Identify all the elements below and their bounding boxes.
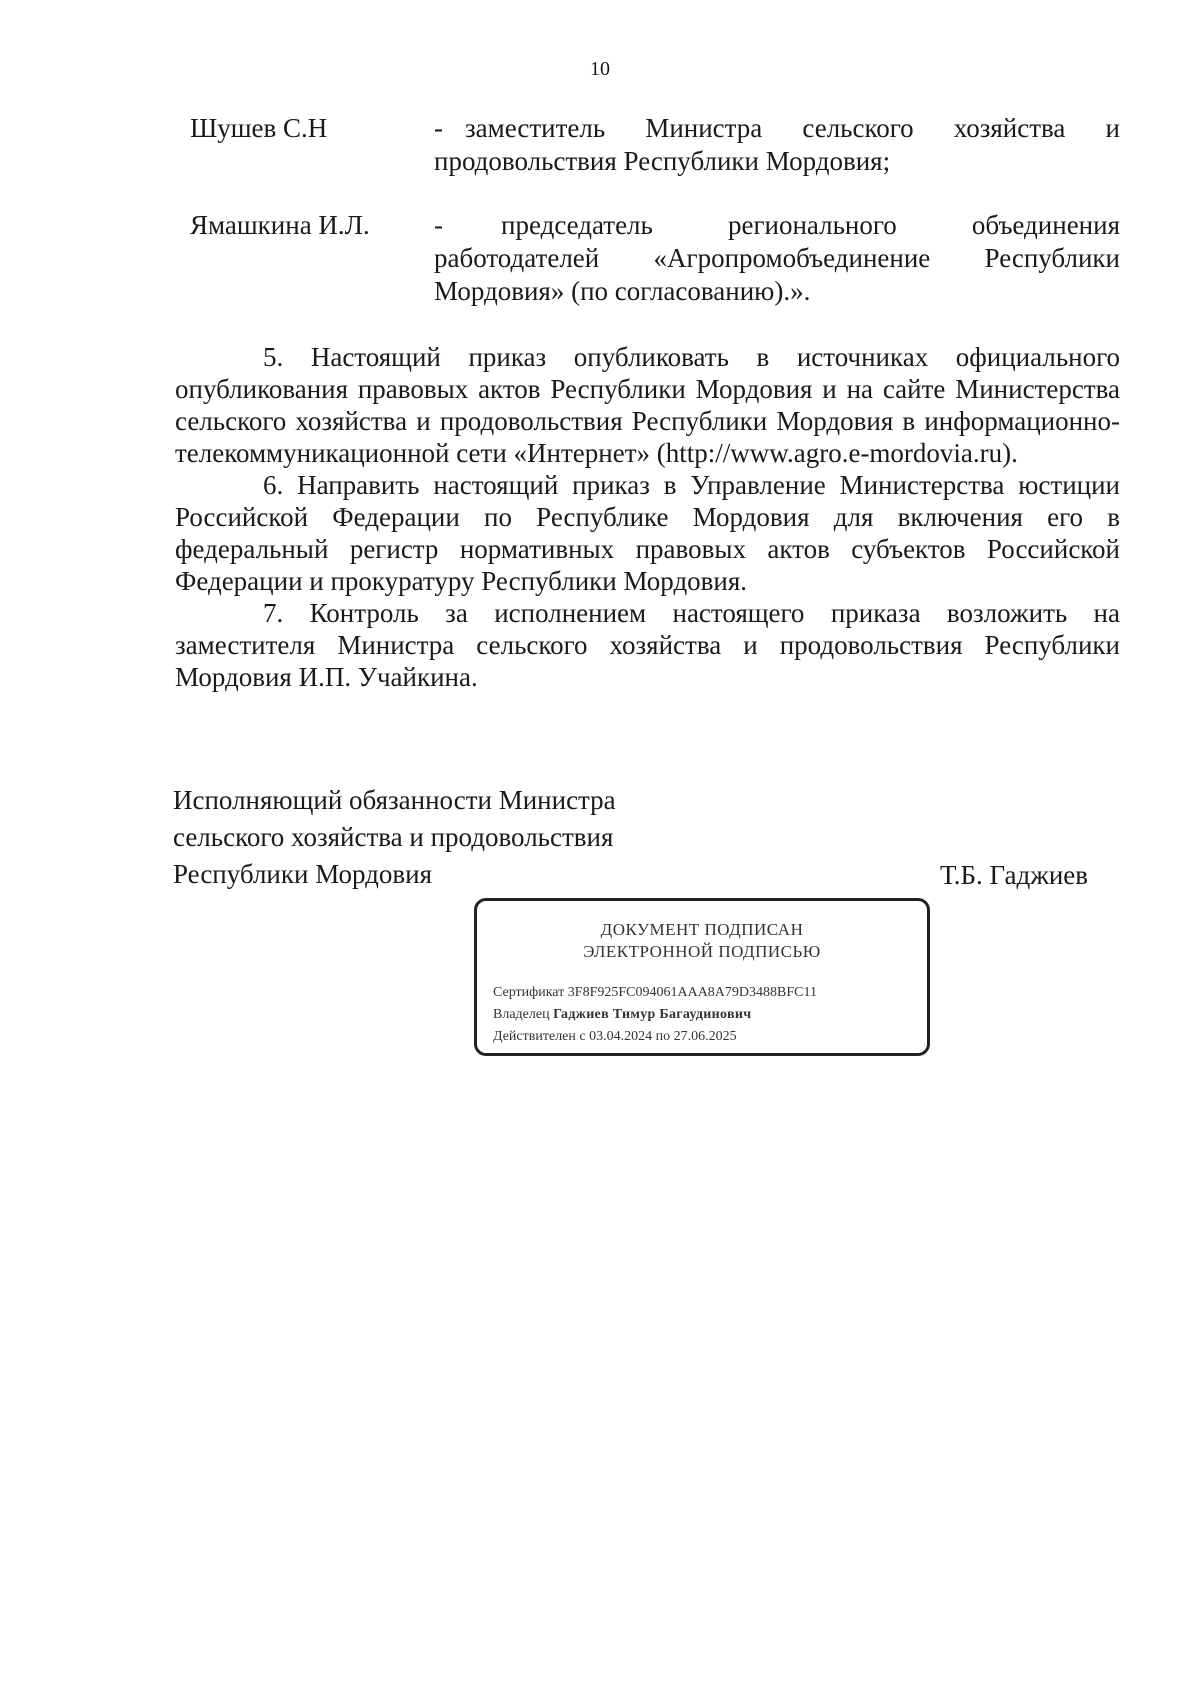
member-dash: - <box>434 210 443 240</box>
member-description <box>434 112 1120 178</box>
stamp-valid-to-label: по <box>655 1029 671 1044</box>
member-name: Шушев С.Н <box>190 113 328 143</box>
electronic-signature-stamp <box>474 898 930 1056</box>
signature-position-line1: Исполняющий обязанности Министра <box>173 785 616 815</box>
order-paragraphs <box>175 341 1120 693</box>
stamp-certificate-label: Сертификат <box>493 985 565 1000</box>
stamp-title-line1: ДОКУМЕНТ ПОДПИСАН <box>600 920 804 939</box>
signature-position-line2: сельского хозяйства и продовольствия <box>173 822 614 852</box>
page-number: 10 <box>590 58 610 80</box>
signature-position <box>173 782 616 893</box>
stamp-owner <box>493 1007 751 1023</box>
member-desc-rest: продовольствия Республики Мордовия; <box>434 146 891 176</box>
stamp-certificate-value: 3F8F925FC094061AAA8A79D3488BFC11 <box>567 985 817 1000</box>
member-name: Ямашкина И.Л. <box>190 210 370 240</box>
signer-name: Т.Б. Гаджиев <box>940 860 1089 890</box>
member-description <box>434 209 1120 308</box>
stamp-title <box>477 919 927 963</box>
signature-position-line3: Республики Мордовия <box>173 859 433 889</box>
member-desc-rest: работодателей «Агропромобъединение Республики Мордовия» (по согласованию).». <box>434 243 1120 306</box>
stamp-owner-label: Владелец <box>493 1007 550 1022</box>
stamp-valid-label: Действителен с <box>493 1029 586 1044</box>
stamp-title-line2: ЭЛЕКТРОННОЙ ПОДПИСЬЮ <box>583 942 821 961</box>
stamp-owner-value: Гаджиев Тимур Багаудинович <box>553 1007 752 1022</box>
stamp-validity <box>493 1029 737 1045</box>
stamp-valid-to: 27.06.2025 <box>673 1029 737 1044</box>
member-dash: - <box>434 113 443 143</box>
member-desc-line1: заместитель Министра сельского хозяйства и <box>465 113 1120 143</box>
paragraph-6: 6. Направить настоящий приказ в Управление Министерства юстиции Российской Федерации по Республике Мордовия для включения его в федеральный регистр нормативных правовых актов субъектов Российской Федерации и прокуратуру Республики Мордовия. <box>175 470 1120 596</box>
stamp-valid-from: 03.04.2024 <box>589 1029 653 1044</box>
stamp-certificate <box>493 985 817 1001</box>
paragraph-5: 5. Настоящий приказ опубликовать в источниках официального опубликования правовых актов Республики Мордовия и на сайте Министерства сельского хозяйства и продовольствия Республики Мордовия в информационно-телекоммуникационной сети «Интернет» (http://www.agro.e-mordovia.ru). <box>175 342 1120 468</box>
member-desc-line1: председатель регионального объединения <box>501 210 1120 240</box>
paragraph-7: 7. Контроль за исполнением настоящего приказа возложить на заместителя Министра сельского хозяйства и продовольствия Республики Мордовия И.П. Учайкина. <box>175 598 1120 692</box>
